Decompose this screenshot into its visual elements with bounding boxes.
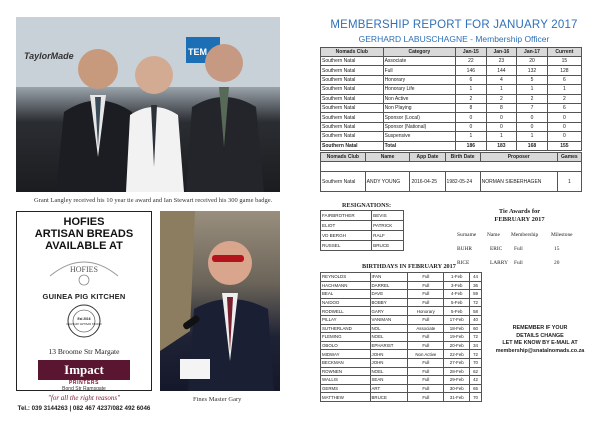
reminder-line-2: DETAILS CHANGE xyxy=(516,332,564,339)
new-members-header-cell: App Date xyxy=(410,153,445,162)
tie-award-cell: Surname xyxy=(457,232,477,238)
membership-cell: 0 xyxy=(517,113,548,122)
badge-est: Est 2016 xyxy=(77,317,91,321)
hofies-logo xyxy=(44,254,124,286)
reminder-email[interactable]: membership@snatalnomads.co.za xyxy=(495,347,585,354)
membership-cell: 2 xyxy=(547,94,581,103)
membership-header-cell: Current xyxy=(547,48,581,57)
birthday-cell: 31-Feb xyxy=(444,393,470,402)
tie-award-row xyxy=(457,246,582,252)
resignation-cell: VD BERGH xyxy=(321,231,372,241)
new-members-spacer xyxy=(321,162,582,172)
birthday-cell: NOL xyxy=(370,324,408,333)
birthday-cell: NOEL xyxy=(370,333,408,342)
membership-row xyxy=(321,57,582,66)
birthday-cell: 5-Feb xyxy=(444,307,470,316)
tie-award-cell: Full xyxy=(514,246,523,252)
birthday-cell: IFAN xyxy=(370,273,408,282)
tie-awards-title-1: Tie Awards for xyxy=(498,208,541,215)
birthday-cell: SUTHERLAND xyxy=(321,324,371,333)
membership-header-cell: Jan-17 xyxy=(517,48,548,57)
birthday-cell: 30-Feb xyxy=(444,384,470,393)
membership-header-cell: Category xyxy=(383,48,456,57)
kitchen-name: GUINEA PIG KITCHEN xyxy=(42,292,126,301)
membership-cell: 146 xyxy=(456,66,487,75)
membership-cell: 0 xyxy=(547,113,581,122)
tie-award-cell: Name xyxy=(487,232,500,238)
printers-slogan: "for all the right reasons" xyxy=(47,394,121,402)
membership-table xyxy=(320,47,582,151)
membership-cell: 4 xyxy=(486,75,517,84)
birthday-cell: 62 xyxy=(470,367,482,376)
membership-cell: 1 xyxy=(547,85,581,94)
membership-cell: Sponsor (National) xyxy=(383,122,456,131)
birthday-cell: MATTHEW xyxy=(321,393,371,402)
new-member-cell: ANDY YOUNG xyxy=(365,172,410,192)
birthday-cell: 70 xyxy=(470,358,482,367)
birthday-cell: 42 xyxy=(470,376,482,385)
membership-cell: 2 xyxy=(517,94,548,103)
birthday-cell: 4-Feb xyxy=(444,290,470,299)
fines-master-photo xyxy=(160,211,280,391)
birthday-cell: NOEL xyxy=(370,367,408,376)
birthday-cell: Full xyxy=(408,384,444,393)
birthday-row xyxy=(321,281,482,290)
membership-row xyxy=(321,103,582,112)
membership-total-cell: Total xyxy=(383,141,456,150)
membership-cell: 1 xyxy=(456,132,487,141)
birthday-row xyxy=(321,393,482,402)
membership-cell: 128 xyxy=(547,66,581,75)
birthday-cell: WALLIS xyxy=(321,376,371,385)
birthday-cell: Full xyxy=(408,367,444,376)
membership-total-cell: 186 xyxy=(456,141,487,150)
birthday-row xyxy=(321,298,482,307)
membership-cell: Suspensive xyxy=(383,132,456,141)
membership-cell: 23 xyxy=(486,57,517,66)
birthday-cell: GARY xyxy=(370,307,408,316)
membership-total-cell: 155 xyxy=(547,141,581,150)
birthday-cell: Associate xyxy=(408,324,444,333)
birthday-cell: Non Active xyxy=(408,350,444,359)
birthday-cell: 27-Feb xyxy=(444,358,470,367)
resignation-cell: BEVIS xyxy=(372,211,404,221)
membership-row xyxy=(321,66,582,75)
membership-cell: Honorary xyxy=(383,75,456,84)
new-members-header xyxy=(321,153,582,162)
new-member-cell: NORMAN SIEBERHAGEN xyxy=(480,172,557,192)
membership-cell: Associate xyxy=(383,57,456,66)
birthday-cell: 22-Feb xyxy=(444,350,470,359)
details-reminder xyxy=(490,325,590,355)
membership-cell: 7 xyxy=(517,103,548,112)
membership-cell: 6 xyxy=(547,103,581,112)
new-members-header-cell: Birth Date xyxy=(445,153,480,162)
birthdays-title: BIRTHDAYS IN FEBRUARY 2017 xyxy=(362,263,456,270)
birthday-cell: ROWNEN xyxy=(321,367,371,376)
tie-award-row xyxy=(457,260,582,266)
report-subtitle: GERHARD LABUSCHAGNE - Membership Officer xyxy=(358,34,550,44)
membership-row xyxy=(321,113,582,122)
bakery-advert xyxy=(16,211,152,412)
birthday-row xyxy=(321,341,482,350)
birthday-cell: 65 xyxy=(470,384,482,393)
membership-cell: 2 xyxy=(456,94,487,103)
membership-cell: 0 xyxy=(486,122,517,131)
birthday-cell: 28-Feb xyxy=(444,367,470,376)
membership-cell: Sponsor (Local) xyxy=(383,113,456,122)
membership-cell: Southern Natal xyxy=(321,103,384,112)
membership-header-cell: Jan-15 xyxy=(456,48,487,57)
birthday-cell: Full xyxy=(408,393,444,402)
birthday-cell: Full xyxy=(408,273,444,282)
tie-awards xyxy=(457,208,582,266)
birthday-cell: BRUCE xyxy=(370,393,408,402)
tie-award-cell: Full xyxy=(514,260,523,266)
membership-cell: 1 xyxy=(517,132,548,141)
membership-row xyxy=(321,132,582,141)
tie-award-cell: 20 xyxy=(554,260,560,266)
birthday-row xyxy=(321,384,482,393)
resignation-cell: PATRICK xyxy=(372,221,404,231)
new-members-header-cell: Name xyxy=(365,153,410,162)
membership-total-row xyxy=(321,141,582,150)
membership-total-cell: 168 xyxy=(517,141,548,150)
new-member-row xyxy=(321,172,582,192)
birthday-row xyxy=(321,290,482,299)
birthday-cell: 19-Feb xyxy=(444,333,470,342)
birthday-cell: 44 xyxy=(470,273,482,282)
kitchen-badge xyxy=(66,303,102,339)
birthday-cell: JOHN xyxy=(370,358,408,367)
membership-cell: 22 xyxy=(456,57,487,66)
tie-award-cell: 15 xyxy=(554,246,560,252)
birthday-cell: MIDWAY xyxy=(321,350,371,359)
birthday-row xyxy=(321,273,482,282)
birthday-cell: 72 xyxy=(470,350,482,359)
birthday-cell: Full xyxy=(408,281,444,290)
membership-cell: 144 xyxy=(486,66,517,75)
resignation-cell: FAIRBROTHER xyxy=(321,211,372,221)
birthday-row xyxy=(321,307,482,316)
birthday-cell: Honorary xyxy=(408,307,444,316)
fines-master-illustration xyxy=(160,211,280,391)
birthday-cell: 18-Feb xyxy=(444,324,470,333)
resignation-cell: ELIOT xyxy=(321,221,372,231)
birthday-cell: BOBBY xyxy=(370,298,408,307)
birthday-cell: FLEMING xyxy=(321,333,371,342)
birthday-cell: Full xyxy=(408,298,444,307)
birthday-row xyxy=(321,324,482,333)
membership-row xyxy=(321,94,582,103)
ad-headline-2: ARTISAN BREADS xyxy=(34,228,134,240)
birthday-cell: HACHMANN xyxy=(321,281,371,290)
birthday-cell: EPHARIST xyxy=(370,341,408,350)
birthday-cell: 60 xyxy=(470,324,482,333)
membership-cell: Southern Natal xyxy=(321,132,384,141)
award-photo-illustration xyxy=(16,17,280,192)
birthday-cell: 72 xyxy=(470,298,482,307)
birthday-cell: VANIMAN xyxy=(370,315,408,324)
birthday-cell: OBOLO xyxy=(321,341,371,350)
membership-cell: 8 xyxy=(456,103,487,112)
birthday-cell: 59 xyxy=(470,290,482,299)
membership-cell: Southern Natal xyxy=(321,94,384,103)
birthday-cell: 40 xyxy=(470,315,482,324)
membership-cell: 20 xyxy=(517,57,548,66)
birthday-row xyxy=(321,376,482,385)
resignation-row xyxy=(321,231,404,241)
membership-cell: 0 xyxy=(517,122,548,131)
resignations-title: RESIGNATIONS: xyxy=(342,202,392,209)
membership-total-cell: 183 xyxy=(486,141,517,150)
birthday-cell: 1-Feb xyxy=(444,273,470,282)
birthday-cell: SEAN xyxy=(370,376,408,385)
membership-row xyxy=(321,85,582,94)
birthday-cell: Full xyxy=(408,341,444,350)
bottom-photo-caption: Fines Master Gary xyxy=(193,396,242,403)
birthday-cell: Full xyxy=(408,315,444,324)
tie-award-cell: ERIC xyxy=(490,246,503,252)
reminder-line-3: LET ME KNOW BY E-MAIL AT xyxy=(502,340,578,346)
new-member-cell: 1982-05-24 xyxy=(445,172,480,192)
membership-cell: Full xyxy=(383,66,456,75)
membership-cell: 8 xyxy=(486,103,517,112)
birthday-cell: 36 xyxy=(470,281,482,290)
top-photo-caption: Grant Langley received his 10 year tie award and Ian Stewart received his 300 game badge. xyxy=(34,197,273,204)
membership-cell: Honorary Life xyxy=(383,85,456,94)
membership-row xyxy=(321,75,582,84)
birthday-cell: 5-Feb xyxy=(444,298,470,307)
hofies-logo-text: HOFIES xyxy=(69,265,99,274)
membership-cell: Non Active xyxy=(383,94,456,103)
membership-cell: 0 xyxy=(456,113,487,122)
new-members-table xyxy=(320,152,582,192)
membership-cell: Southern Natal xyxy=(321,57,384,66)
membership-cell: 0 xyxy=(456,122,487,131)
printers-label: PRINTERS xyxy=(68,380,100,386)
resignation-row xyxy=(321,221,404,231)
membership-table-header xyxy=(321,48,582,57)
tie-award-cell: RICE xyxy=(457,260,470,266)
advert-telephone: Tel.: 039 3144263 | 082 467 4237/082 492 6046 xyxy=(17,405,151,412)
new-member-cell: 2016-04-25 xyxy=(410,172,445,192)
tie-award-cell: Milestone xyxy=(551,232,573,238)
membership-cell: Southern Natal xyxy=(321,66,384,75)
birthday-cell: DAVE xyxy=(370,290,408,299)
membership-cell: 0 xyxy=(486,113,517,122)
birthday-cell: 70 xyxy=(470,393,482,402)
birthday-row xyxy=(321,358,482,367)
tie-award-cell: Membership xyxy=(511,232,539,238)
membership-cell: 1 xyxy=(517,85,548,94)
birthday-cell: 34 xyxy=(470,341,482,350)
birthday-cell: Full xyxy=(408,290,444,299)
resignation-row xyxy=(321,241,404,251)
impact-logo: Impact xyxy=(38,360,130,380)
birthday-cell: PILLAY xyxy=(321,315,371,324)
resignation-cell: RALF xyxy=(372,231,404,241)
birthday-cell: BEAL xyxy=(321,290,371,299)
birthday-cell: Full xyxy=(408,333,444,342)
membership-cell: 0 xyxy=(547,132,581,141)
birthday-row xyxy=(321,333,482,342)
membership-cell: 15 xyxy=(547,57,581,66)
banner-text-left: TaylorMade xyxy=(24,51,74,61)
reminder-line-1: REMEMBER IF YOUR xyxy=(512,325,568,331)
membership-header-cell: Nomads Club xyxy=(321,48,384,57)
birthday-cell: ART xyxy=(370,384,408,393)
kitchen-address: 13 Broome Str Margate xyxy=(48,347,120,356)
new-members-header-cell: Games xyxy=(557,153,581,162)
membership-cell: 1 xyxy=(486,132,517,141)
membership-cell: Southern Natal xyxy=(321,122,384,131)
membership-cell: 132 xyxy=(517,66,548,75)
new-members-header-cell: Proposer xyxy=(480,153,557,162)
birthday-row xyxy=(321,367,482,376)
membership-cell: 5 xyxy=(517,75,548,84)
birthday-cell: NAIDOO xyxy=(321,298,371,307)
report-title: MEMBERSHIP REPORT FOR JANUARY 2017 xyxy=(330,19,578,31)
birthdays-table xyxy=(320,272,482,402)
birthday-cell: Full xyxy=(408,358,444,367)
tie-award-cell: LARRY xyxy=(490,260,508,266)
birthday-cell: 20-Feb xyxy=(444,341,470,350)
birthday-cell: REYNOLDS xyxy=(321,273,371,282)
printers-address: Bond Str Ramsgate xyxy=(62,386,106,392)
birthday-cell: 58 xyxy=(470,307,482,316)
membership-cell: 1 xyxy=(456,85,487,94)
membership-cell: 6 xyxy=(547,75,581,84)
badge-text: CULINARY ARTISAN STUDIO xyxy=(66,323,102,326)
resignation-cell: BRUCE xyxy=(372,241,404,251)
award-photo xyxy=(16,17,280,192)
tie-awards-header xyxy=(457,232,582,238)
membership-cell: Southern Natal xyxy=(321,113,384,122)
tie-awards-title-2: FEBRUARY 2017 xyxy=(494,216,545,223)
resignation-row xyxy=(321,211,404,221)
birthday-cell: 17-Feb xyxy=(444,315,470,324)
birthday-cell: BECKMAN xyxy=(321,358,371,367)
ad-headline-3: AVAILABLE AT xyxy=(45,240,123,252)
birthday-row xyxy=(321,350,482,359)
birthday-cell: 29-Feb xyxy=(444,376,470,385)
membership-cell: 6 xyxy=(456,75,487,84)
tie-award-cell: BUHR xyxy=(457,246,472,252)
banner-text-right: TEM xyxy=(188,47,207,57)
birthday-cell: RODWELL xyxy=(321,307,371,316)
birthday-cell: 72 xyxy=(470,333,482,342)
ad-headline-1: HOFIES xyxy=(63,216,105,228)
new-members-header-cell: Nomads Club xyxy=(321,153,366,162)
new-member-cell: Southern Natal xyxy=(321,172,366,192)
resignation-cell: RUSSEL xyxy=(321,241,372,251)
membership-cell: Non Playing xyxy=(383,103,456,112)
membership-cell: 0 xyxy=(547,122,581,131)
birthday-cell: DARREL xyxy=(370,281,408,290)
membership-cell: Southern Natal xyxy=(321,75,384,84)
resignations-table xyxy=(320,210,404,251)
membership-cell: Southern Natal xyxy=(321,85,384,94)
birthday-cell: GERMS xyxy=(321,384,371,393)
birthday-row xyxy=(321,315,482,324)
birthday-cell: 3-Feb xyxy=(444,281,470,290)
membership-header-cell: Jan-16 xyxy=(486,48,517,57)
membership-cell: 1 xyxy=(486,85,517,94)
membership-cell: 2 xyxy=(486,94,517,103)
membership-total-cell: Southern Natal xyxy=(321,141,384,150)
new-member-cell: 1 xyxy=(557,172,581,192)
birthday-cell: Full xyxy=(408,376,444,385)
birthday-cell: JOHN xyxy=(370,350,408,359)
membership-row xyxy=(321,122,582,131)
